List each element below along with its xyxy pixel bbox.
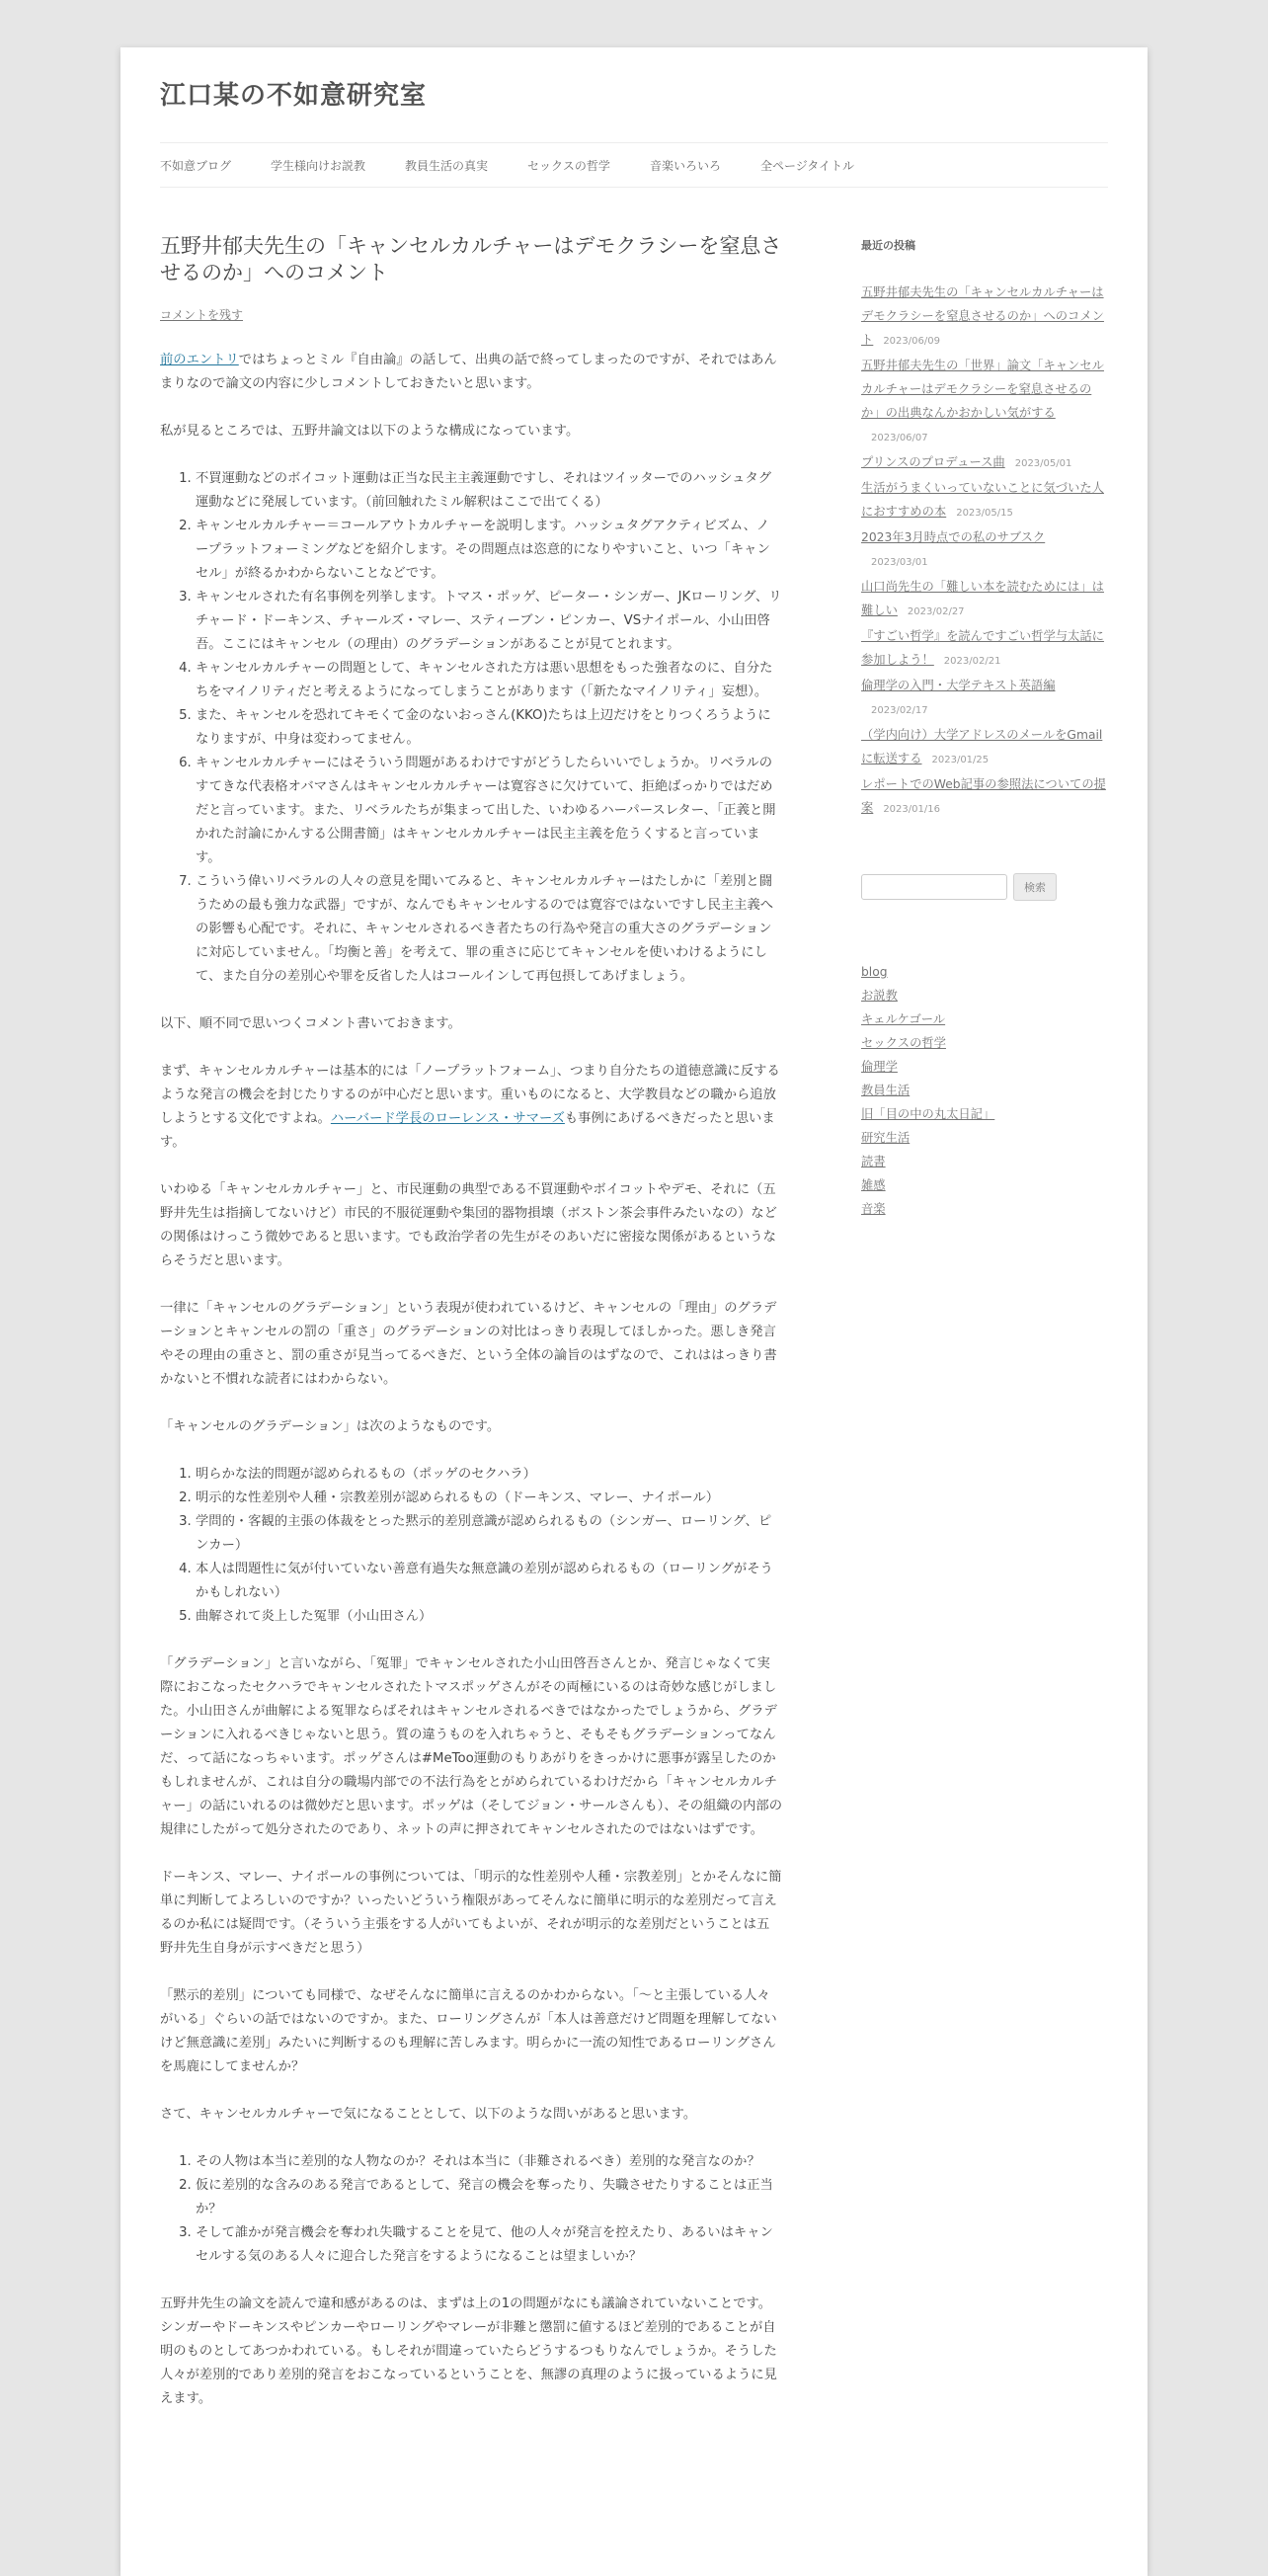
list-item: 5. また、キャンセルを恐れてキモくて金のないおっさん(KKO)たちは上辺だけをとりつくろうようになりますが、中身は変わってません。 (196, 704, 782, 752)
post-date: 2023/01/16 (883, 804, 940, 815)
list-item: 3. キャンセルされた有名事例を列挙します。トマス・ポッゲ、ピーター・シンガー、JKローリング、リチャード・ドーキンス、チャールズ・マレー、スティーブン・ピンカー、VSナイポール、小山田啓吾。ここにはキャンセル（の理由）のグラデーションがあることが見てとれます。 (196, 586, 782, 657)
gradation-list (160, 1463, 782, 1629)
paragraph: 私が見るところでは、五野井論文は以下のような構成になっています。 (160, 424, 580, 439)
leave-comment-link[interactable]: コメントを残す (160, 308, 244, 322)
list-item: 4. キャンセルカルチャーの問題として、キャンセルされた方は悪い思想をもった強者なのに、自分たちをマイノリティだと考えるようになってしまうことがあります（「新たなマイノリティ」妄想）。 (196, 657, 782, 704)
category-item (861, 1055, 1108, 1079)
post-date: 2023/06/07 (871, 433, 928, 443)
list-item: 1. 明らかな法的問題が認められるもの（ポッゲのセクハラ） (196, 1463, 782, 1487)
summers-link[interactable]: ハーバード学長のローレンス・サマーズ (330, 1111, 565, 1126)
paragraph: いわゆる「キャンセルカルチャー」と、市民運動の典型である不買運動やボイコットやデモ、それに（五野井先生は指摘してないけど）市民的不服従運動や集団的器物損壊（ボストン茶会事件みたいなの）などの関係はけっこう微妙であると思います。でも政治学者の先生がそのあいだに密接な関係があるというならそうだと思います。 (160, 1182, 777, 1268)
category-link-research-life[interactable]: 研究生活 (861, 1131, 911, 1145)
category-link-reading[interactable]: 読書 (861, 1155, 886, 1168)
category-item (861, 1102, 1108, 1126)
recent-post-item (861, 624, 1108, 674)
recent-posts-widget (861, 281, 1108, 822)
category-item (861, 960, 1108, 984)
search-button[interactable]: 検索 (1013, 873, 1057, 901)
categories-widget (861, 960, 1108, 1221)
recent-post-item (861, 450, 1108, 476)
paragraph: 以下、順不同で思いつくコメント書いておきます。 (160, 1016, 461, 1031)
post-date: 2023/05/01 (1014, 458, 1072, 469)
category-item (861, 1007, 1108, 1031)
nav-item-sex-philosophy[interactable]: セックスの哲学 (527, 158, 610, 173)
category-item (861, 984, 1108, 1007)
recent-post-link[interactable]: 倫理学の入門・大学テキスト英語編 (861, 679, 1056, 692)
paragraph (160, 1060, 782, 1155)
post-content (160, 233, 782, 2435)
category-item (861, 1031, 1108, 1055)
paragraph: 一律に「キャンセルのグラデーション」という表現が使われているけど、キャンセルの「理由」のグラデーションとキャンセルの罰の「重さ」のグラデーションの対比はっきり表現してほしかった。悪しき発言やその理由の重さと、罰の重さが見当ってるべきだ、という全体の論旨のはずなので、これははっきり書かないと不慣れな読者にはわからない。 (160, 1301, 777, 1387)
paragraph: 「黙示的差別」についても同様で、なぜそんなに簡単に言えるのかわからない。「〜と主張している人々がいる」ぐらいの話ではないのですか。また、ローリングさんが「本人は善意だけど問題を理解してないけど無意識に差別」みたいに判断するのも理解に苦しみます。明らかに一流の知性であるローリングさんを馬鹿にしてませんか？ (160, 1988, 777, 2074)
nav-item-sermon[interactable]: 学生様向けお説教 (271, 158, 366, 173)
nav-item-teacher-life[interactable]: 教員生活の真実 (405, 158, 489, 173)
recent-post-link[interactable]: 五野井郁夫先生の「世界」論文「キャンセルカルチャーはデモクラシーを窒息させるのか」の出典なんかおかしい気がする (861, 359, 1104, 420)
recent-post-link[interactable]: レポートでのWeb記事の参照法についての提案 (861, 777, 1106, 815)
recent-post-link[interactable]: （学内向け）大学アドレスのメールをGmailに転送する (861, 728, 1103, 765)
category-link-misc[interactable]: 雑感 (861, 1178, 886, 1192)
list-item: 5. 曲解されて炎上した冤罪（小山田さん） (196, 1605, 782, 1629)
post-title: 五野井郁夫先生の「キャンセルカルチャーはデモクラシーを窒息させるのか」へのコメント (160, 234, 782, 284)
category-link-sex-philosophy[interactable]: セックスの哲学 (861, 1036, 946, 1050)
paragraph: さて、キャンセルカルチャーで気になることとして、以下のような問いがあると思います。 (160, 2107, 697, 2122)
category-link-ethics[interactable]: 倫理学 (861, 1060, 898, 1074)
recent-post-link[interactable]: 五野井郁夫先生の「キャンセルカルチャーはデモクラシーを窒息させるのか」へのコメント (861, 285, 1104, 347)
category-link-music[interactable]: 音楽 (861, 1202, 886, 1216)
page-container (120, 47, 1148, 2576)
search-input[interactable] (861, 874, 1007, 900)
paragraph: 五野井先生の論文を読んで違和感があるのは、まずは上の1の問題がなにも議論されていないことです。シンガーやドーキンスやピンカーやローリングやマレーが非難と懲罰に値するほど差別的であることが自明のものとしてあつかわれている。もしそれが間違っていたらどうするつもりなんでしょうか。そうした人々が差別的であり差別的発言をおこなっているということを、無謬の真理のように扱っているように見えます。 (160, 2296, 777, 2406)
recent-post-item (861, 281, 1108, 354)
search-form (861, 873, 1108, 901)
recent-post-item (861, 575, 1108, 624)
post-date: 2023/02/27 (907, 606, 965, 617)
previous-entry-link[interactable]: 前のエントリ (160, 353, 239, 367)
category-item (861, 1150, 1108, 1173)
category-item (861, 1126, 1108, 1150)
recent-post-link[interactable]: プリンスのプロデュース曲 (861, 455, 1005, 469)
post-date: 2023/06/09 (883, 336, 940, 347)
recent-post-link[interactable]: 生活がうまくいっていないことに気づいた人におすすめの本 (861, 481, 1104, 519)
paragraph: ドーキンス、マレー、ナイポールの事例については、「明示的な性差別や人種・宗教差別」とかそんなに簡単に判断してよろしいのですか？いったいどういう権限があってそんなに簡単に明示的な差別だって言えるのか私には疑問です。（そういう主張をする人がいてもよいが、それが明示的な差別だということは五野井先生自身が示すべきだと思う） (160, 1870, 782, 1956)
paragraph (160, 349, 782, 396)
recent-posts-title: 最近の投稿 (861, 239, 915, 252)
post-date: 2023/01/25 (931, 755, 990, 765)
recent-post-item (861, 723, 1108, 772)
recent-post-link[interactable]: 山口尚先生の「難しい本を読むためには」は難しい (861, 580, 1104, 617)
list-item: 7. こういう偉いリベラルの人々の意見を聞いてみると、キャンセルカルチャーはたしかに「差別と闘うための最も強力な武器」ですが、なんでもキャンセルするのでは寛容ではないですし民主主義への影響も心配です。それに、キャンセルされるべき者たちの行為や発言の重大さのグラデーションに対応していません。「均衡と善」を考えて、罪の重さに応じてキャンセルを使いわけるようにして、また自分の差別心や罪を反省した人はコールインして再包摂してあげましょう。 (196, 870, 782, 989)
list-item: 3. 学問的・客観的主張の体裁をとった黙示的差別意識が認められるもの（シンガー、ローリング、ピンカー） (196, 1510, 782, 1558)
category-item (861, 1197, 1108, 1221)
structure-list (160, 467, 782, 989)
paragraph-text: も事例にあげるべきだったと思います。 (160, 1111, 775, 1150)
recent-post-link[interactable]: 2023年3月時点での私のサブスク (861, 530, 1046, 544)
category-link-blog[interactable]: blog (861, 965, 888, 979)
sidebar (861, 237, 1108, 1221)
category-link-teacher-life[interactable]: 教員生活 (861, 1084, 911, 1097)
list-item: 3. そして誰かが発言機会を奪われ失職することを見て、他の人々が発言を控えたり、あるいはキャンセルする気のある人々に迎合した発言をするようになることは望ましいか？ (196, 2221, 782, 2269)
questions-list (160, 2150, 782, 2269)
category-link-kierkegaard[interactable]: キェルケゴール (861, 1012, 946, 1026)
category-item (861, 1079, 1108, 1102)
post-date: 2023/02/17 (871, 705, 928, 716)
list-item: 4. 本人は問題性に気が付いていない善意有過失な無意識の差別が認められるもの（ローリングがそうかもしれない） (196, 1558, 782, 1605)
main-nav (160, 142, 1108, 188)
recent-post-item (861, 772, 1108, 822)
paragraph: 「キャンセルのグラデーション」は次のようなものです。 (160, 1419, 501, 1434)
post-date: 2023/05/15 (956, 508, 1013, 519)
list-item: 2. 明示的な性差別や人種・宗教差別が認められるもの（ドーキンス、マレー、ナイポール） (196, 1487, 782, 1510)
paragraph-text: まず、キャンセルカルチャーは基本的には「ノープラットフォーム」、つまり自分たちの道徳意識に反するような発言の機会を封じたりするのが中心だと思います。重いものになると、大学教員などの職から追放しようとする文化ですよね。 (160, 1064, 780, 1126)
recent-post-link[interactable]: 『すごい哲学』を読んですごい哲学与太話に参加しよう！ (861, 629, 1104, 667)
recent-post-item (861, 525, 1108, 575)
paragraph: 「グラデーション」と言いながら、「冤罪」でキャンセルされた小山田啓吾さんとか、発言じゃなくて実際におこなったセクハラでキャンセルされたトマスポッゲさんがその両極にいるのは奇妙な感じがしました。小山田さんが曲解による冤罪ならばそれはキャンセルされるべきではなかったでしょうから、グラデーションに入れるべきじゃないと思う。質の違うものを入れちゃうと、そもそもグラデーションってなんだ、って話になっちゃいます。ポッゲさんは#MeToo運動のもりあがりをきっかけに悪事が露呈したのかもしれませんが、これは自分の職場内部での不法行為をとがめられているわけだから「キャンセルカルチャー」の話にいれるのは微妙だと思います。ポッゲは（そしてジョン・サールさんも）、その組織の内部の規律にしたがって処分されたのであり、ネットの声に押されてキャンセルされたのではないはずです。 (160, 1656, 783, 1837)
list-item: 2. 仮に差別的な含みのある発言であるとして、発言の機会を奪ったり、失職させたりすることは正当か？ (196, 2174, 782, 2221)
post-date: 2023/02/21 (943, 656, 1001, 667)
site-title[interactable]: 江口某の不如意研究室 (160, 81, 428, 111)
post-date: 2023/03/01 (871, 557, 928, 568)
list-item: 2. キャンセルカルチャー＝コールアウトカルチャーを説明します。ハッシュタグアクティビズム、ノープラットフォーミングなどを紹介します。その問題点は恣意的になりやすいこと、いつ「キャンセル」が終るかわからないことなどです。 (196, 515, 782, 586)
category-item (861, 1173, 1108, 1197)
paragraph-text: ではちょっとミル『自由論』の話して、出典の話で終ってしまったのですが、それではあんまりなので論文の内容に少しコメントしておきたいと思います。 (160, 353, 777, 391)
list-item: 1. その人物は本当に差別的な人物なのか？それは本当に（非難されるべき）差別的な発言なのか？ (196, 2150, 782, 2174)
recent-post-item (861, 476, 1108, 525)
category-link-old-diary[interactable]: 旧「目の中の丸太日記」 (861, 1107, 995, 1121)
category-link-sermon[interactable]: お説教 (861, 989, 898, 1003)
recent-post-item (861, 354, 1108, 450)
nav-item-music[interactable]: 音楽いろいろ (649, 158, 721, 173)
list-item: 1. 不買運動などのボイコット運動は正当な民主主義運動ですし、それはツイッターでのハッシュタグ運動などに発展しています。（前回触れたミル解釈はここで出てくる） (196, 467, 782, 515)
list-item: 6. キャンセルカルチャーにはそういう問題があるわけですがどうしたらいいでしょうか。リベラルのすてきな代表格オバマさんはキャンセルカルチャーは寛容さに欠けていて、拒絶ばっかりではだめだと言っています。また、リベラルたちが集まって出した、いわゆるハーパースレター、「正義と開かれた討論にかんする公開書簡」はキャンセルカルチャーは民主主義を危うくすると言っています。 (196, 752, 782, 870)
nav-item-all-pages[interactable]: 全ページタイトル (759, 158, 854, 173)
recent-post-item (861, 674, 1108, 723)
nav-item-blog[interactable]: 不如意ブログ (160, 158, 232, 173)
